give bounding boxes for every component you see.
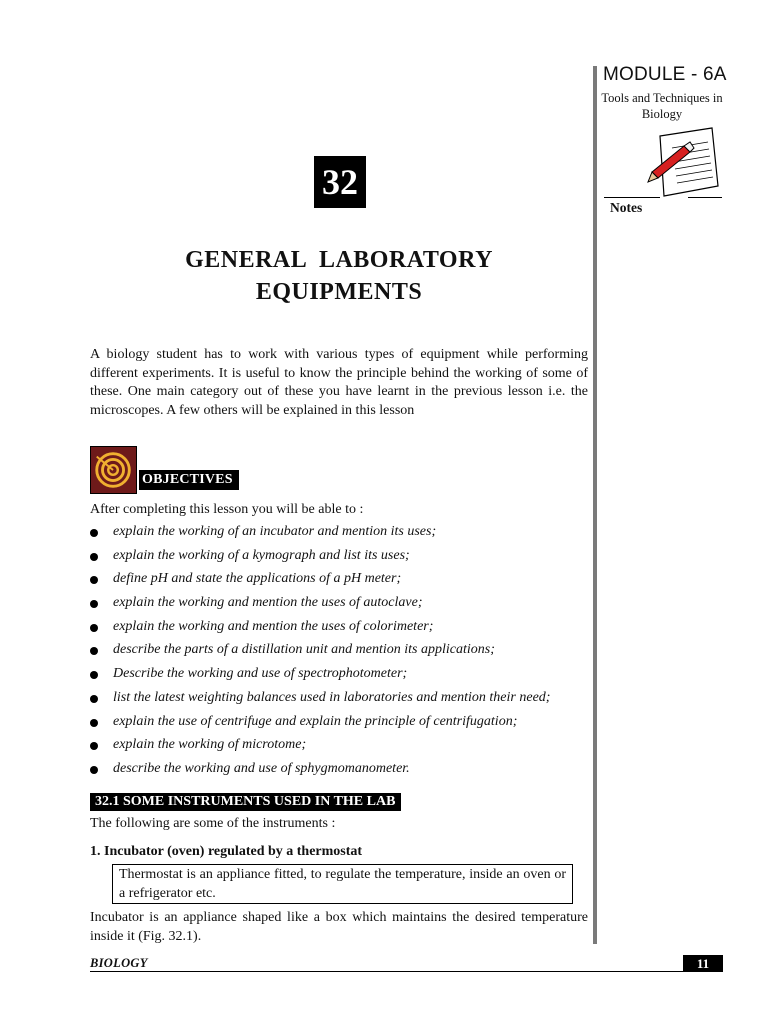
list-item: explain the working of an incubator and mention its uses; [90, 524, 595, 548]
module-subtitle [598, 90, 726, 122]
page-number: 11 [683, 955, 723, 972]
list-item: explain the working and mention the uses of colorimeter; [90, 619, 595, 643]
footer-rule [90, 971, 723, 972]
module-label: MODULE - 6A [603, 64, 727, 85]
margin-rule [593, 66, 597, 944]
bullet-icon [90, 576, 98, 584]
list-item: explain the use of centrifuge and explain the principle of centrifugation; [90, 714, 595, 738]
list-item: explain the working of microtome; [90, 737, 595, 761]
list-item: explain the working and mention the uses of autoclave; [90, 595, 595, 619]
notes-pencil-icon [646, 126, 720, 204]
objectives-heading: OBJECTIVES [139, 470, 239, 490]
section-heading: 32.1 SOME INSTRUMENTS USED IN THE LAB [90, 793, 401, 811]
objectives-intro: After completing this lesson you will be able to : [90, 502, 364, 517]
list-item: describe the working and use of sphygmomanometer. [90, 761, 595, 785]
notes-divider-right [688, 197, 722, 198]
notes-divider-left [604, 197, 660, 198]
incubator-paragraph: Incubator is an appliance shaped like a box which maintains the desired temperature inside it (Fig. 32.1). [90, 910, 588, 944]
list-item: define pH and state the applications of a pH meter; [90, 571, 595, 595]
lesson-title [90, 244, 588, 308]
subsection-heading: 1. Incubator (oven) regulated by a thermostat [90, 844, 363, 859]
lesson-title-line2: EQUIPMENTS [255, 279, 423, 305]
intro-paragraph: A biology student has to work with various types of equipment while performing different experiments. It is useful to know the principle behind the working of some of these. One main category out of these you have learnt in the previous lesson i.e. the microscopes. A few others will be explained in this lesson [90, 347, 588, 419]
list-item: list the latest weighting balances used in laboratories and mention their need; [90, 690, 595, 714]
list-item: describe the parts of a distillation unit and mention its applications; [90, 642, 595, 666]
bullet-icon [90, 624, 98, 632]
module-subtitle-line2: Biology [641, 107, 683, 121]
list-item: explain the working of a kymograph and list its uses; [90, 548, 595, 572]
footer-subject: BIOLOGY [90, 956, 148, 970]
chapter-number: 32 [314, 156, 366, 208]
list-item: Describe the working and use of spectrophotometer; [90, 666, 595, 690]
definition-box: Thermostat is an appliance fitted, to regulate the temperature, inside an oven or a refrigerator etc. [112, 864, 573, 904]
bullet-icon [90, 671, 98, 679]
bullet-icon [90, 600, 98, 608]
objectives-target-icon [90, 446, 137, 494]
section-intro: The following are some of the instruments : [90, 816, 336, 831]
objectives-list [90, 524, 595, 785]
module-subtitle-line1: Tools and Techniques in [601, 91, 723, 105]
bullet-icon [90, 742, 98, 750]
notes-label: Notes [610, 200, 643, 215]
bullet-icon [90, 553, 98, 561]
lesson-title-line1: GENERAL LABORATORY [185, 247, 493, 273]
bullet-icon [90, 719, 98, 727]
bullet-icon [90, 695, 98, 703]
bullet-icon [90, 766, 98, 774]
bullet-icon [90, 529, 98, 537]
bullet-icon [90, 647, 98, 655]
